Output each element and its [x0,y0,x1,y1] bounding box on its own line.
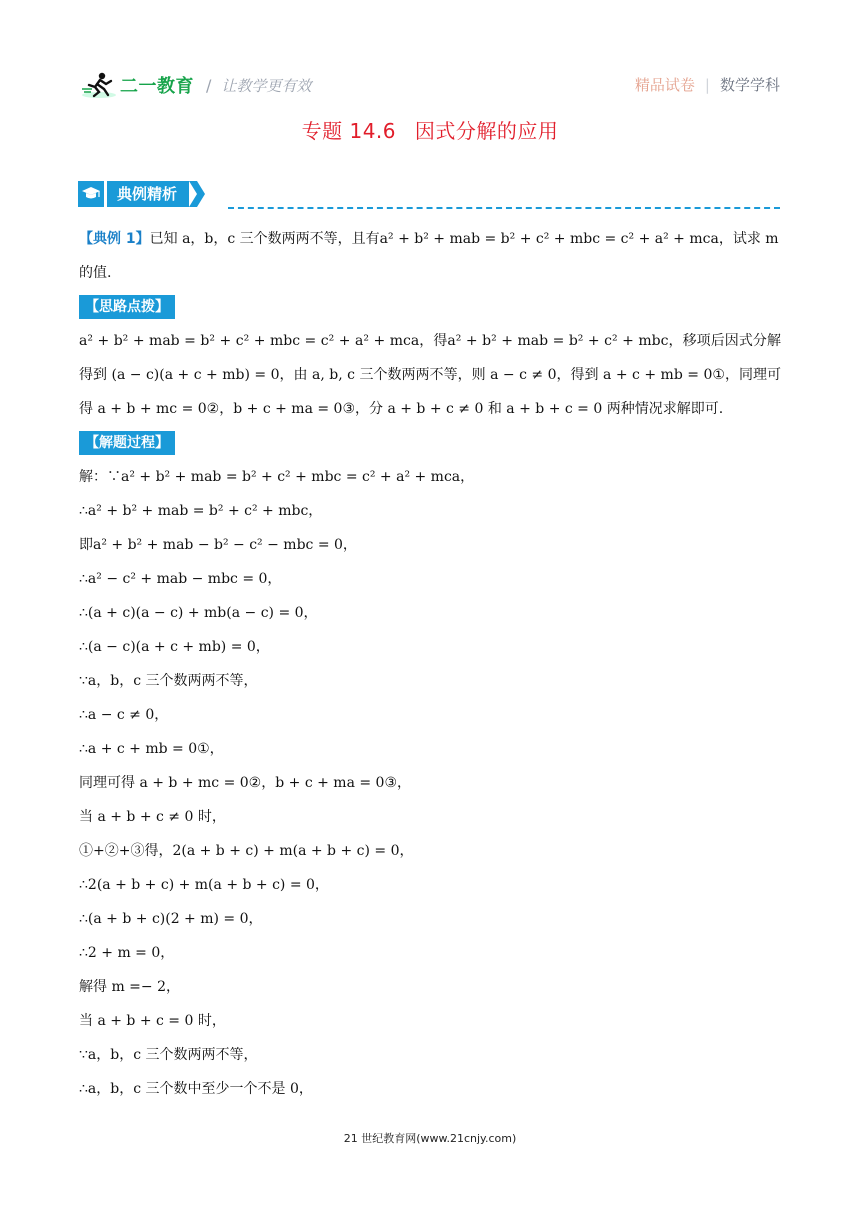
process-line: ∴(a + b + c)(2 + m) = 0， [79,911,263,927]
logo-divider: / [206,75,212,95]
hint-text: a² + b² + mab = b² + c² + mbc = c² + a² + mca，得a² + b² + mab = b² + c² + mbc，移项后因式分解得到 (a − c)(a + c + mb) = 0，由 a, b, c 三个数两两不等，则 a − c ≠ 0，得到 a + c + mb = 0①，同理可得 a + b + mc = 0②，b + c + ma = 0③，分 a + b + c ≠ 0 和 a + b + c = 0 两种情况求解即可. [79,333,781,417]
document-body [79,222,781,1106]
hint-label: 【思路点拨】 [79,295,175,319]
section-title: 典例精析 [107,181,189,207]
process-line: ①+②+③得，2(a + b + c) + m(a + b + c) = 0， [79,843,414,859]
process-line: ∴a + c + mb = 0①， [79,741,224,757]
process-line: ∵a，b，c 三个数两两不等， [79,673,258,689]
process-line: ∴(a + c)(a − c) + mb(a − c) = 0， [79,605,318,621]
header-separator: | [704,75,710,94]
example-text: 已知 a，b，c 三个数两两不等，且有a² + b² + mab = b² + c² + mbc = c² + a² + mca，试求 m [149,231,779,247]
process-line: 解得 m =− 2， [79,979,180,995]
example-tag: 【典例 1】 [79,231,150,247]
process-line: ∵a，b，c 三个数两两不等， [79,1047,258,1063]
section-header [78,180,209,208]
page-header [80,70,780,102]
process-line: 当 a + b + c = 0 时， [79,1013,226,1029]
process-label: 【解题过程】 [79,431,175,455]
page-footer: 21 世纪教育网(www.21cnjy.com) [343,1132,517,1145]
process-line: ∴2 + m = 0， [79,945,175,961]
process-line: 解：∵a² + b² + mab = b² + c² + mbc = c² + a² + mca， [79,469,475,485]
header-tag: 精品试卷 [634,76,695,94]
process-line: ∴a² + b² + mab = b² + c² + mbc， [79,503,323,519]
title-text: 因式分解的应用 [414,119,559,143]
header-subject: 数学学科 [719,76,780,94]
process-line: ∴(a − c)(a + c + mb) = 0， [79,639,270,655]
logo-text: 二一教育 [120,76,194,97]
process-line: ∴a，b，c 三个数中至少一个不是 0， [79,1081,313,1097]
process-line: ∴a² − c² + mab − mbc = 0， [79,571,282,587]
process-line: 当 a + b + c ≠ 0 时， [79,809,226,825]
example-question [79,222,781,256]
runner-logo-icon [80,71,118,99]
graduation-cap-icon [78,181,104,207]
process-line: 即a² + b² + mab − b² − c² − mbc = 0， [79,537,357,553]
logo-slogan: 让教学更有效 [221,76,312,95]
title-number: 专题 14.6 [301,119,397,143]
process-line: ∴a − c ≠ 0， [79,707,169,723]
chevron-right-icon [189,181,209,207]
process-line: 同理可得 a + b + mc = 0②，b + c + ma = 0③， [79,775,412,791]
process-line: ∴2(a + b + c) + m(a + b + c) = 0， [79,877,329,893]
logo [80,70,311,100]
example-question-cont: 的值. [79,265,112,281]
header-category [635,74,780,95]
page-title [0,115,860,144]
section-divider [228,207,780,209]
